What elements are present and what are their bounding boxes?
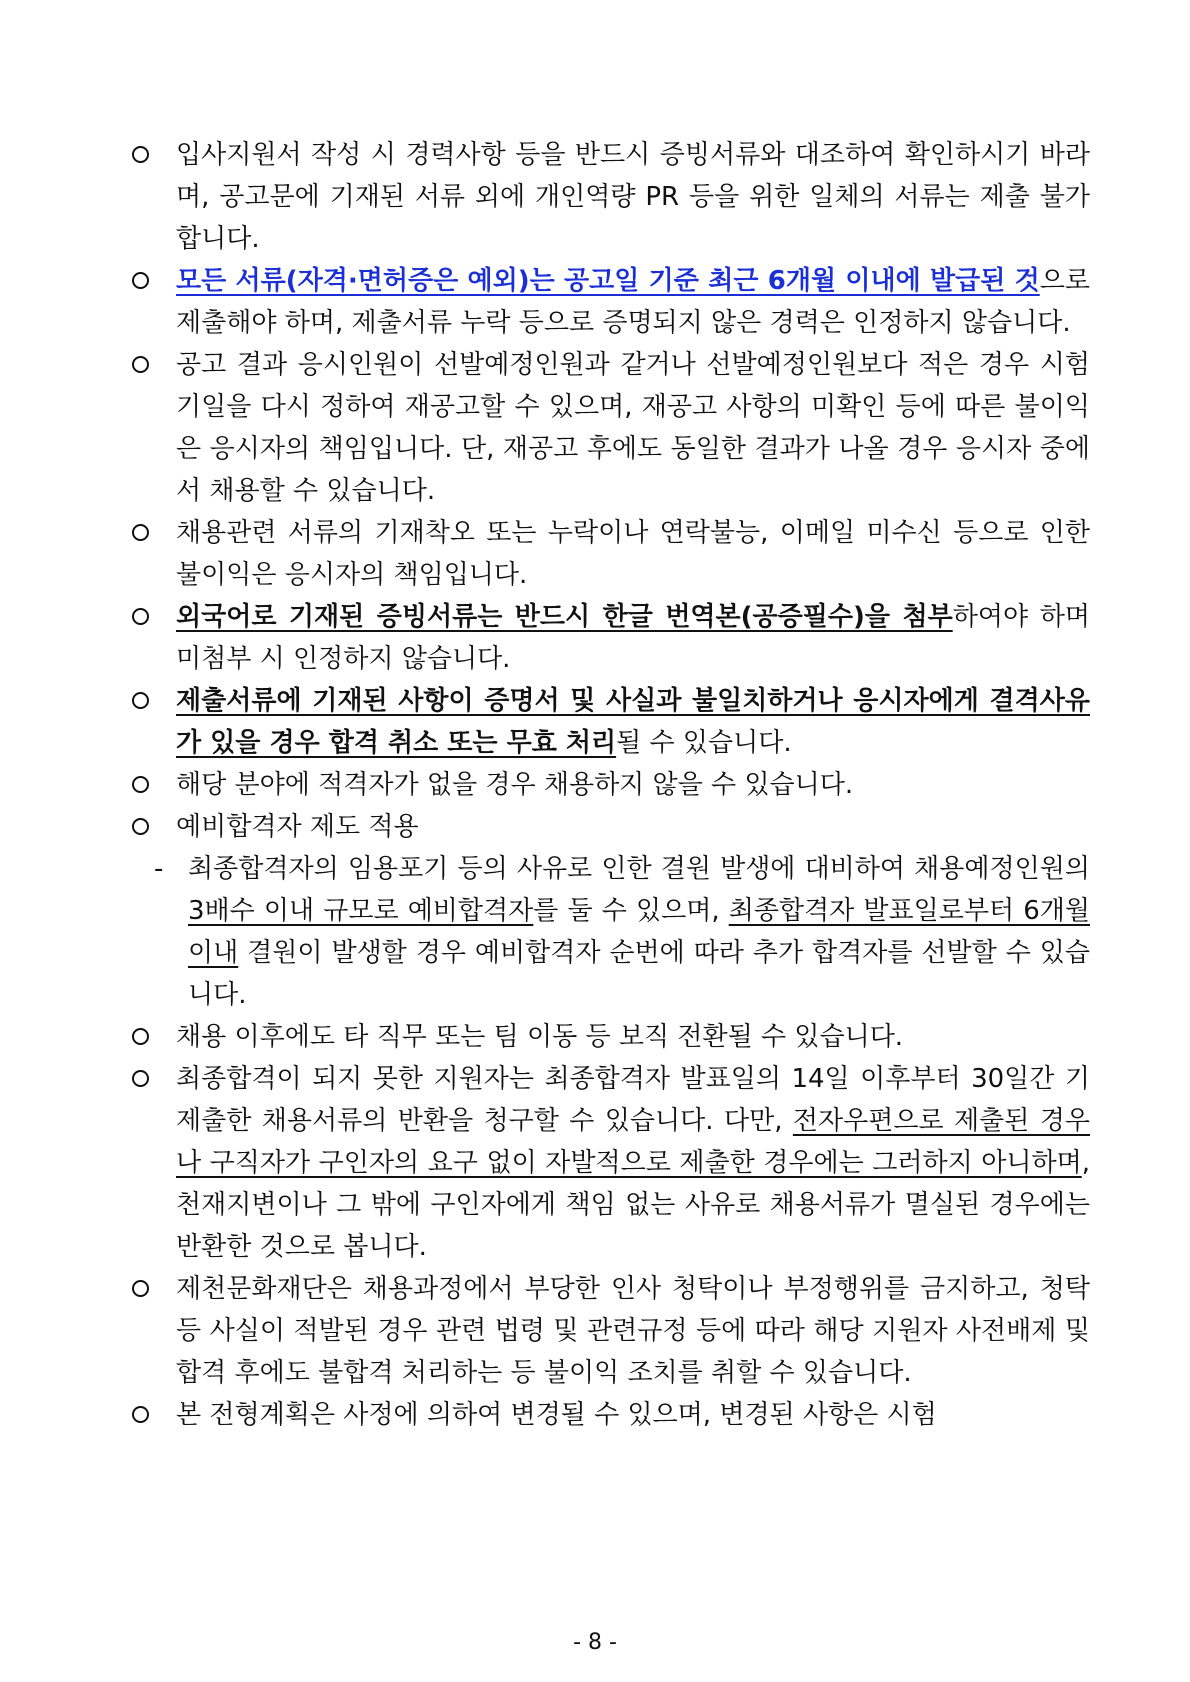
text-run: 제천문화재단은 채용과정에서 부당한 인사 청탁이나 부정행위를 금지하고, 청탁 등 사실이 적발된 경우 관련 법령 및 관련규정 등에 따라 해당 지원자 사전배제 및 합격 후에도 불합격 처리하는 등 불이익 조치를 취할 수 있습니다. [176,1274,1090,1388]
notice-item [132,806,1090,1016]
notice-item [132,764,1090,806]
text-run: 으로 제출해야 하며, 제출서류 누락 등으로 증명되지 않은 경력은 인정하지 않습니다. [176,266,1090,338]
circle-bullet-icon [132,818,149,835]
dash-marker: - [154,854,164,884]
text-run: 입사지원서 작성 시 경력사항 등을 반드시 증빙서류와 대조하여 확인하시기 바라며, 공고문에 기재된 서류 외에 개인역량 PR 등을 위한 일체의 서류는 제출 불가합니다. [176,140,1090,254]
circle-bullet-icon [132,1280,149,1297]
text-run: 공고 결과 응시인원이 선발예정인원과 같거나 선발예정인원보다 적은 경우 시험 기일을 다시 정하여 재공고할 수 있으며, 재공고 사항의 미확인 등에 따른 불이익은 응시자의 책임입니다. 단, 재공고 후에도 동일한 결과가 나올 경우 응시자 중에서 채용할 수 있습니다. [176,350,1090,506]
sub-item [132,848,1090,1016]
underlined-text: 전자우편으로 제출된 경우나 구직자가 구인자의 요구 없이 자발적으로 제출한 경우에는 그러하지 아니하며 [176,1106,1090,1178]
page-number: - 8 - [573,1630,617,1655]
circle-bullet-icon [132,524,149,541]
notice-item [132,1268,1090,1394]
text-run: 최종합격이 되지 못한 지원자는 최종합격자 발표일의 14일 이후부터 30일간 기 제출한 채용서류의 반환을 청구할 수 있습니다. 다만, [176,1064,1090,1136]
text-run: 결원이 발생할 경우 예비합격자 순번에 따라 추가 합격자를 선발할 수 있습니다. [188,938,1090,1010]
notice-item [132,596,1090,680]
text-run: 본 전형계획은 사정에 의하여 변경될 수 있으며, 변경된 사항은 시험 [176,1400,937,1430]
emphasized-text: 외국어로 기재된 증빙서류는 반드시 한글 번역본(공증필수)을 첨부 [176,602,953,632]
text-run: 하여야 하며 미첨부 시 인정하지 않습니다. [176,602,1090,674]
circle-bullet-icon [132,776,149,793]
highlighted-text: 모든 서류(자격·면허증은 예외)는 공고일 기준 최근 6개월 이내에 발급된 것 [176,266,1040,296]
circle-bullet-icon [132,356,149,373]
circle-bullet-icon [132,608,149,625]
notice-item [132,512,1090,596]
text-run: 예비합격자 제도 적용 [176,812,419,842]
circle-bullet-icon [132,146,149,163]
underlined-text: 최종합격자 발표일로부터 6개월 이내 [188,896,1090,968]
notice-item [132,1058,1090,1268]
notice-item [132,1016,1090,1058]
circle-bullet-icon [132,692,149,709]
notice-item [132,260,1090,344]
notice-item [132,1394,1090,1436]
notice-list [132,134,1090,1436]
underlined-text: 3배수 이내 규모로 예비합격자 [188,896,534,926]
text-run: 를 둘 수 있으며, [533,896,729,926]
notice-item [132,344,1090,512]
notice-item [132,134,1090,260]
text-run: 최종합격자의 임용포기 등의 사유로 인한 결원 발생에 대비하여 채용예정인원의 [188,854,1090,884]
text-run: 될 수 있습니다. [616,728,792,758]
circle-bullet-icon [132,272,149,289]
circle-bullet-icon [132,1406,149,1423]
circle-bullet-icon [132,1070,149,1087]
text-run: 채용 이후에도 타 직무 또는 팀 이동 등 보직 전환될 수 있습니다. [176,1022,904,1052]
circle-bullet-icon [132,1028,149,1045]
text-run: 채용관련 서류의 기재착오 또는 누락이나 연락불능, 이메일 미수신 등으로 인한 불이익은 응시자의 책임입니다. [176,518,1090,590]
notice-item [132,680,1090,764]
emphasized-text: 제출서류에 기재된 사항이 증명서 및 사실과 불일치하거나 응시자에게 결격사유가 있을 경우 합격 취소 또는 무효 처리 [176,686,1090,758]
text-run: 해당 분야에 적격자가 없을 경우 채용하지 않을 수 있습니다. [176,770,854,800]
text-run: , 천재지변이나 그 밖에 구인자에게 책임 없는 사유로 채용서류가 멸실된 경우에는 반환한 것으로 봅니다. [176,1148,1090,1262]
